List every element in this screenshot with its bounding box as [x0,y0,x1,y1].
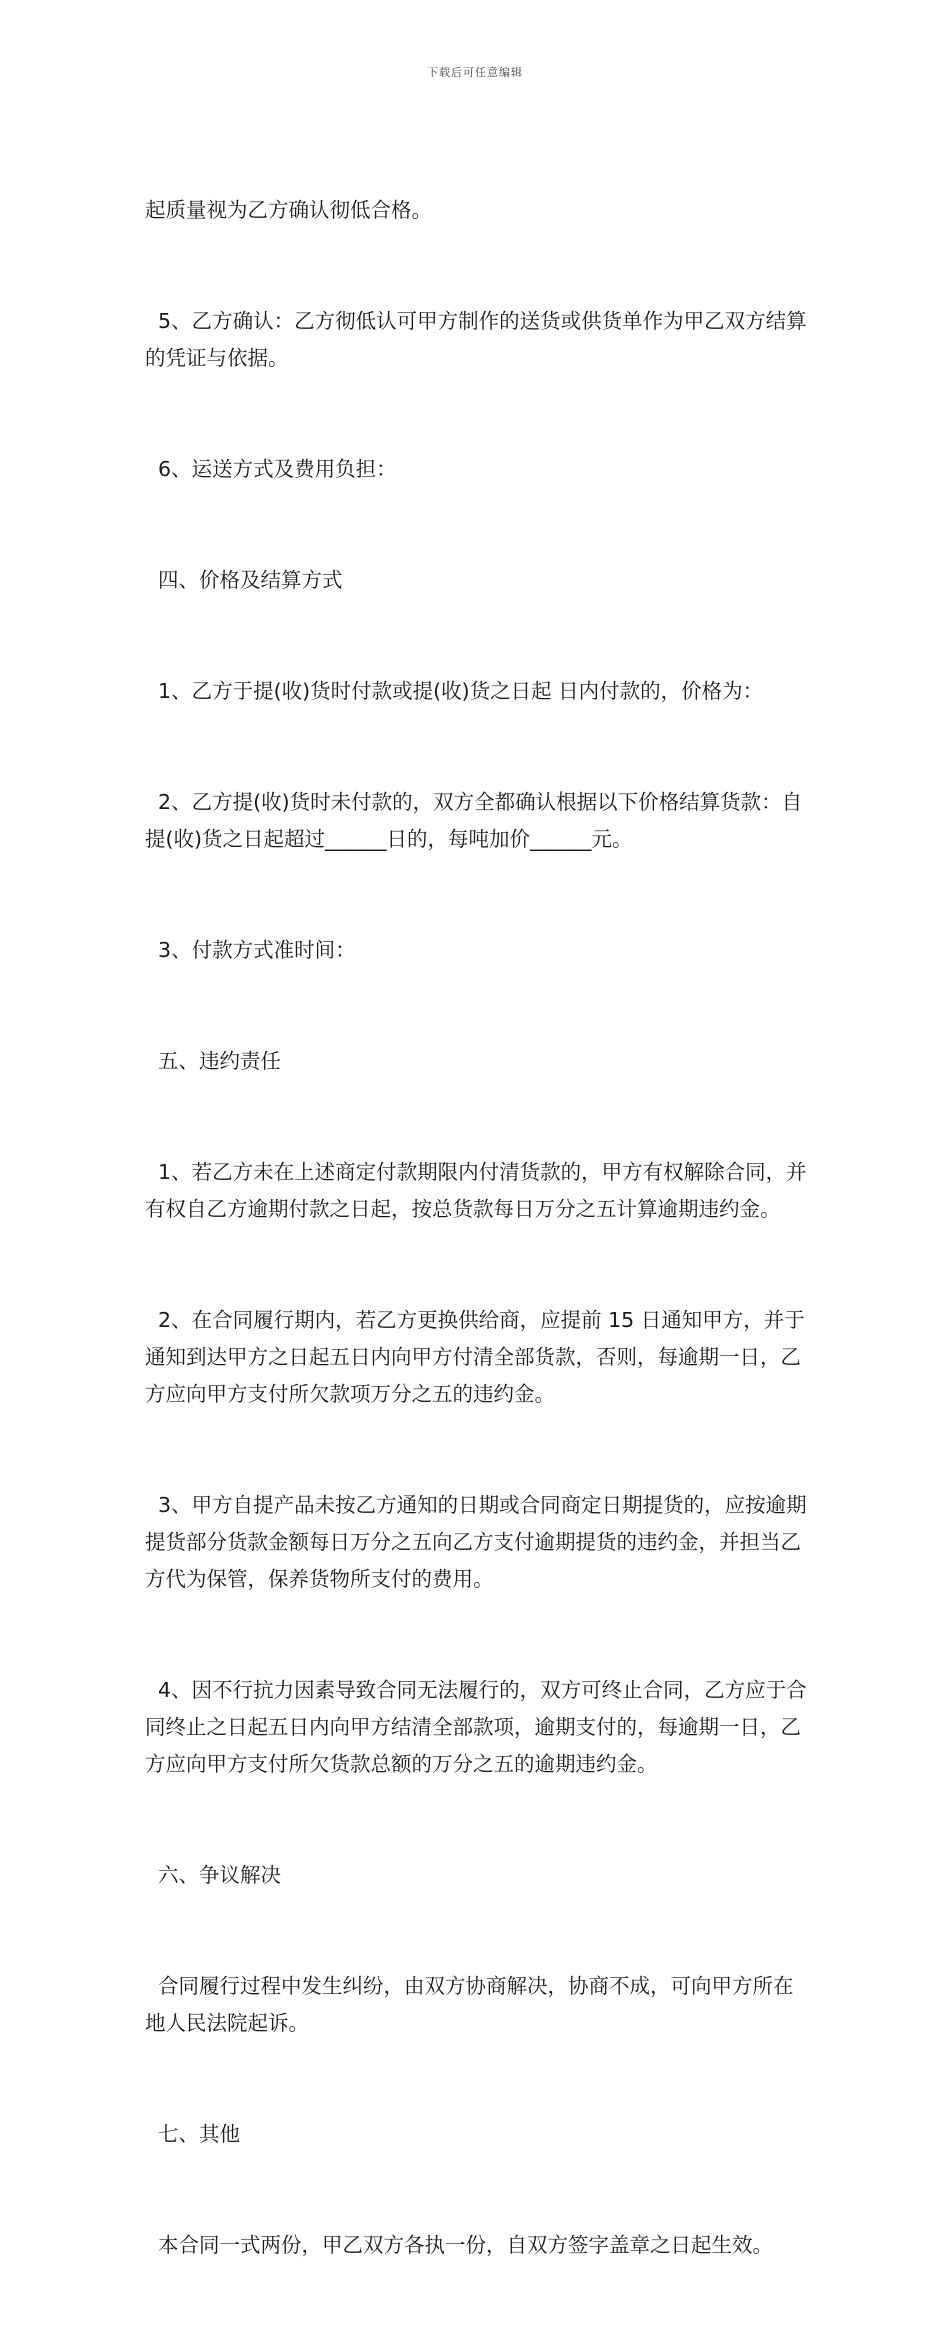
paragraph: 3、甲方自提产品未按乙方通知的日期或合同商定日期提货的，应按逾期提货部分货款金额每日万分之五向乙方支付逾期提货的违约金，并担当乙方代为保管，保养货物所支付的费用。 [145,1493,807,1591]
paragraph: 6、运送方式及费用负担： [145,457,397,481]
paragraph: 5、乙方确认：乙方彻低认可甲方制作的送货或供货单作为甲乙双方结算的凭证与依据。 [145,309,807,370]
section-heading: 六、争议解决 [145,1863,282,1887]
paragraph: 起质量视为乙方确认彻低合格。 [145,198,432,222]
contract-body [145,118,810,2338]
paragraph: 2、乙方提(收)货时未付款的，双方全都确认根据以下价格结算货款：自提(收)货之日起超过______日的，每吨加价______元。 [145,790,803,851]
section-heading: 五、违约责任 [145,1049,282,1073]
header-note: 下载后可任意编辑 [427,66,523,79]
section-heading: 七、其他 [145,2122,241,2146]
paragraph: 2、在合同履行期内，若乙方更换供给商，应提前 15 日通知甲方，并于通知到达甲方之日起五日内向甲方付清全部货款，否则，每逾期一日，乙方应向甲方支付所欠款项万分之五的违约金。 [145,1308,805,1406]
paragraph: 合同履行过程中发生纠纷，由双方协商解决，协商不成，可向甲方所在地人民法院起诉。 [145,1974,794,2035]
paragraph: 本合同一式两份，甲乙双方各执一份，自双方签字盖章之日起生效。 [145,2233,774,2257]
section-heading: 四、价格及结算方式 [145,568,343,592]
paragraph: 4、因不行抗力因素导致合同无法履行的，双方可终止合同，乙方应于合同终止之日起五日内向甲方结清全部款项，逾期支付的，每逾期一日，乙方应向甲方支付所欠货款总额的万分之五的逾期违约金。 [145,1678,807,1776]
paragraph: 1、若乙方未在上述商定付款期限内付清货款的，甲方有权解除合同，并有权自乙方逾期付款之日起，按总货款每日万分之五计算逾期违约金。 [145,1160,807,1221]
paragraph: 1、乙方于提(收)货时付款或提(收)货之日起 日内付款的，价格为： [145,679,764,703]
paragraph: 3、付款方式准时间： [145,938,356,962]
